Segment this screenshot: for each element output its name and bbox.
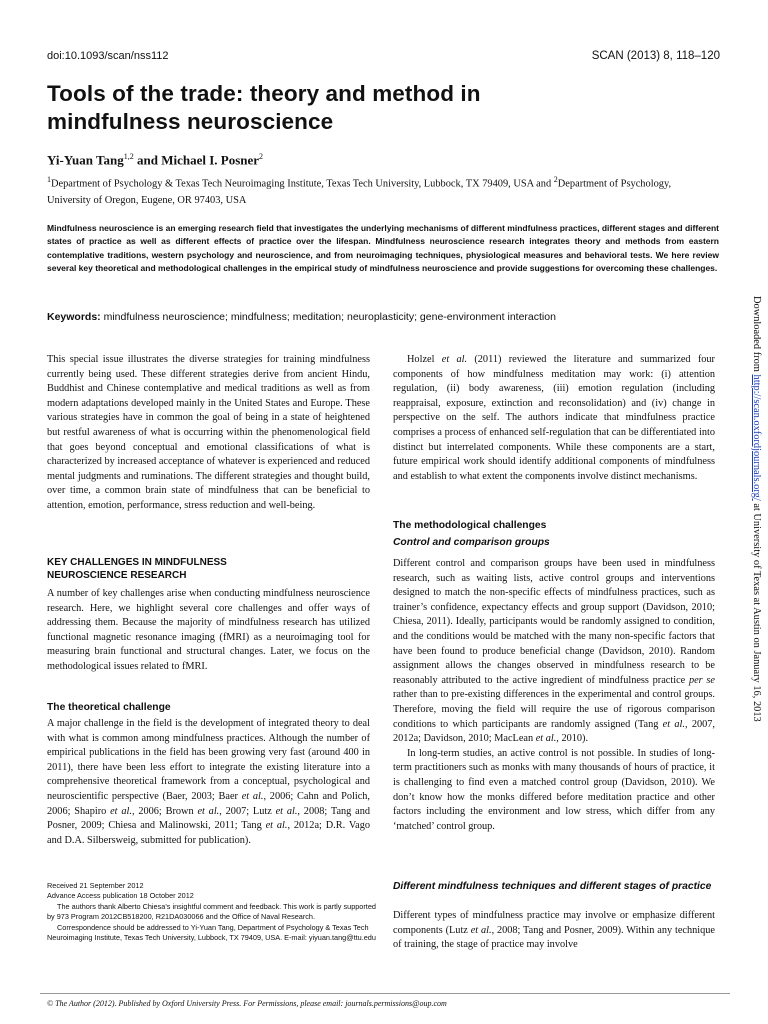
section-heading-key-challenges [47, 556, 227, 582]
keywords-label: Keywords: [47, 311, 101, 323]
control-groups-section [393, 557, 715, 834]
et-al: et al. [265, 820, 288, 832]
intro-paragraph [47, 353, 370, 514]
text-run: , 2006; Brown [131, 805, 198, 817]
author-2: Michael I. Posner [161, 152, 260, 168]
et-al: et al. [441, 354, 468, 365]
affil-2-mark: 2 [553, 175, 558, 184]
et-al: et al. [275, 805, 298, 817]
download-sidebar [740, 296, 768, 736]
intro-text: This special issue illustrates the diverse strategies for training mindfulness currently being used. These different strategies derive from ancient Hindu, Buddhist and Chinese contemplative and medical traditions as well as from modern adaptations developed mainly in the United States and Europe. These various strategies have in common the goal of being in a state of heightened but restful awareness of what is occurring within the phenomenological field that goes beyond conceptual and emotional classifications of what is characterized by increased acceptance of whatever is experienced and reduced mental judgments and ruminations. The different strategies and thought build, over time, a common brain state of mindfulness that can be beneficial to attention, emotion, performance, stress reduction and well-being. [47, 354, 370, 511]
text-run: , 2010). [556, 733, 589, 745]
download-notice [751, 296, 762, 736]
advance-access-date: Advance Access publication 18 October 2012 [47, 891, 194, 901]
text-run: (2011) reviewed the literature and summarized four components of how mindfulness meditation may work: (i) attention regulation, (ii) body awareness, (iii) emotion regulation (including reappraisal, exposure, extinction and reconsolidation) and (iv) change in perspective on the self. The authors indicate that mindfulness practice comprises a process of enhanced self-regulation that can be differentiated into distinct but interrelated components. While these components are a start, future empirical work should identify additional components of mindfulness and establish to what extent the components involve distinct mechanisms. [393, 354, 715, 482]
subsection-heading-control: Control and comparison groups [393, 537, 550, 548]
text-run: , 2008; Tang and Posner, 2009). Within any technique of training, the stage of practice may involve [393, 924, 715, 951]
keywords [47, 311, 717, 323]
journal-link[interactable]: http://scan.oxfordjournals.org/ [751, 374, 762, 501]
doi: doi:10.1093/scan/nss112 [47, 50, 169, 62]
affil-2: Department of Psychology, University of Oregon, Eugene, OR 97403, USA [47, 178, 672, 206]
text-run: , 2007, 2012a; Davidson, 2010; MacLean [393, 718, 715, 745]
download-suffix: at University of Texas at Austin on January 16, 2013 [751, 500, 762, 722]
footer-divider [40, 993, 730, 994]
text-run: Holzel [407, 354, 442, 365]
text-run: rather than to pre-existing differences in the experimental and control groups. Therefore, moving the field will require the use of rigorous comparison conditions to which participants are randomly assigned (Tang [393, 689, 715, 730]
author-2-affil: 2 [259, 152, 264, 161]
et-al: et al. [662, 718, 685, 730]
acknowledgements: The authors thank Alberto Chiesa’s insightful comment and feedback. This work is partly supported by 973 Program 2012CB518200, R21DA030066 and the Office of Naval Research. [47, 901, 376, 922]
affiliations [47, 172, 717, 209]
article-history-notes [47, 881, 377, 943]
author-1: Yi-Yuan Tang [47, 152, 124, 168]
text-run: , 2006; Cahn and Polich, 2006; Shapiro [47, 790, 370, 817]
author-and: and [133, 152, 162, 168]
control-text [393, 557, 715, 747]
longterm-text: In long-term studies, an active control is not possible. In studies of long-term practitioners such as monks with many thousands of hours of practice, it is challenging to find even a matched control group (Davidson, 2010). We don’t know how the monks differed before meditation practice and other factors including the environment and low stress, which differ from any ‘matched’ control group. [393, 747, 715, 832]
et-al: et al. [197, 805, 220, 817]
section-heading-methodological: The methodological challenges [393, 520, 547, 531]
heading-line-1: KEY CHALLENGES IN MINDFULNESS [47, 557, 227, 568]
authors [47, 152, 263, 168]
et-al: et al. [241, 790, 264, 802]
article-title [47, 80, 687, 136]
heading-line-2: NEUROSCIENCE RESEARCH [47, 570, 187, 581]
holzel-paragraph [393, 353, 715, 484]
title-line-1: Tools of the trade: theory and method in [47, 81, 481, 106]
techniques-paragraph [393, 909, 715, 953]
author-1-affil: 1,2 [123, 152, 134, 161]
per-se: per se [688, 674, 715, 686]
affil-1: Department of Psychology & Texas Tech Neuroimaging Institute, Texas Tech University, Lubbock, TX 79409, USA and [51, 178, 554, 190]
subsection-heading-techniques: Different mindfulness techniques and different stages of practice [393, 881, 712, 892]
et-al: et al. [535, 733, 557, 745]
copyright-footer: © The Author (2012). Published by Oxford University Press. For Permissions, please email: journals.permissions@oup.com [47, 999, 447, 1008]
abstract: Mindfulness neuroscience is an emerging research field that investigates the underlying mechanisms of different mindfulness practices, different stages and different states of practice as well as different effects of practice over the lifespan. Mindfulness neuroscience research integrates theory and methods from eastern contemplative traditions, western psychology and neuroscience, and from neuroimaging techniques, physiological measures and behavioral tests. We here review several key theoretical and methodological challenges in the empirical study of mindfulness neuroscience and provide suggestions for overcoming these challenges. [47, 223, 719, 274]
et-al: et al. [110, 805, 132, 817]
et-al: et al. [470, 924, 492, 936]
title-line-2: mindfulness neuroscience [47, 109, 334, 134]
text-run: A major challenge in the field is the development of integrated theory to deal with what is common among mindfulness practices. Although the number of empirical publications in the field has been growing very fast (around 400 in 2011), there have been less effort to integrate the existing literature into a comprehensive theoretical framework from a conceptual, psychological and neuroscientific perspective (Baer, 2003; Baer [47, 718, 370, 802]
text-run: Different types of mindfulness practice may involve or emphasize different components (Lutz [393, 910, 715, 936]
theoretical-text [47, 717, 370, 848]
subsection-heading-theoretical: The theoretical challenge [47, 702, 171, 713]
holzel-text [393, 353, 715, 484]
journal-citation: SCAN (2013) 8, 118–120 [591, 50, 720, 62]
correspondence: Correspondence should be addressed to Yi-Yuan Tang, Department of Psychology & Texas Tech Neuroimaging Institute, Texas Tech University, Lubbock, TX 79409, USA. E-mail: yiyuan.tang@ttu.edu [47, 922, 376, 943]
received-date: Received 21 September 2012 [47, 881, 144, 890]
text-run: , 2008; Tang and Posner, 2009; Chiesa and Malinowski, 2011; Tang [47, 805, 370, 832]
keywords-list: mindfulness neuroscience; mindfulness; meditation; neuroplasticity; gene-environment interaction [100, 311, 556, 323]
affil-1-mark: 1 [47, 175, 51, 184]
theoretical-paragraph [47, 717, 370, 848]
key-challenges-text: A number of key challenges arise when conducting mindfulness neuroscience research. Here, we highlight several core challenges and offer ways of addressing them. Because the majority of mindfulness research has utilized functional magnetic resonance imaging (fMRI) as a neuroimaging tool for measuring brain functional and structural changes. Later, we focus on the methodological issues related to fMRI. [47, 588, 370, 672]
text-run: Different control and comparison groups have been used in mindfulness research, such as waiting lists, active control groups and interventions designed to match the non-specific effects of mindfulness practices, such as trainer’s confidence, expectancy effects and group support (Davidson, 2010; Chiesa, 2011). Ideally, participants would be randomly assigned to condition, and the conditions would be matched with the many non-specific factors that have been found to produce beneficial change (Davidson, 2010). Random assignment allows the changes observed in mindfulness research to be reasonably attributed to the active ingredient of mindfulness practice [393, 558, 715, 686]
techniques-text [393, 909, 715, 953]
text-run: , 2012a; D.R. Vago and D.A. Silbersweig, submitted for publication). [47, 820, 371, 846]
download-prefix: Downloaded from [751, 296, 762, 375]
text-run: , 2007; Lutz [219, 805, 276, 817]
key-challenges-paragraph [47, 587, 370, 675]
